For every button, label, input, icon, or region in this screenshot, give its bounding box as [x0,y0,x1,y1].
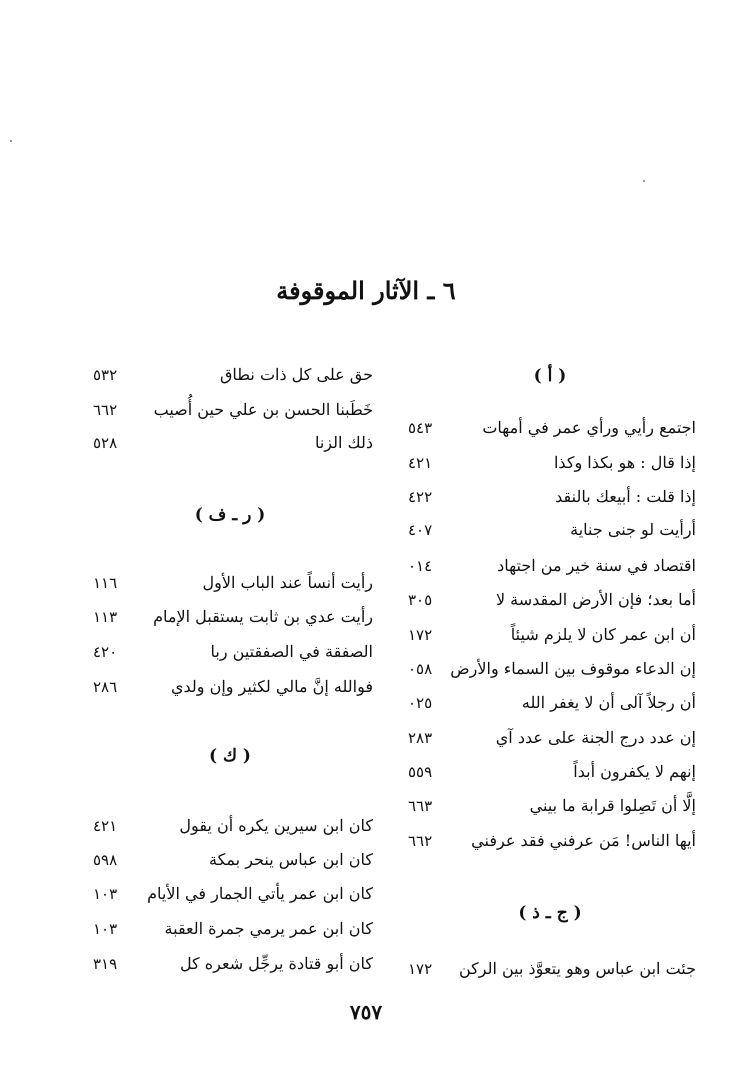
section-header-jim-dhal: ( ج ـ ذ ) [518,903,582,923]
scan-speck [10,140,12,142]
section-header-ra-fa: ( ر ـ ف ) [194,505,266,525]
section-header-alif: ( أ ) [533,366,567,386]
page-number: ٧٥٧ [349,1000,383,1024]
page-title: ٦ ـ الآثار الموقوفة [276,276,456,305]
section-header-kaf: ( ك ) [209,746,251,766]
scan-speck [643,180,645,182]
